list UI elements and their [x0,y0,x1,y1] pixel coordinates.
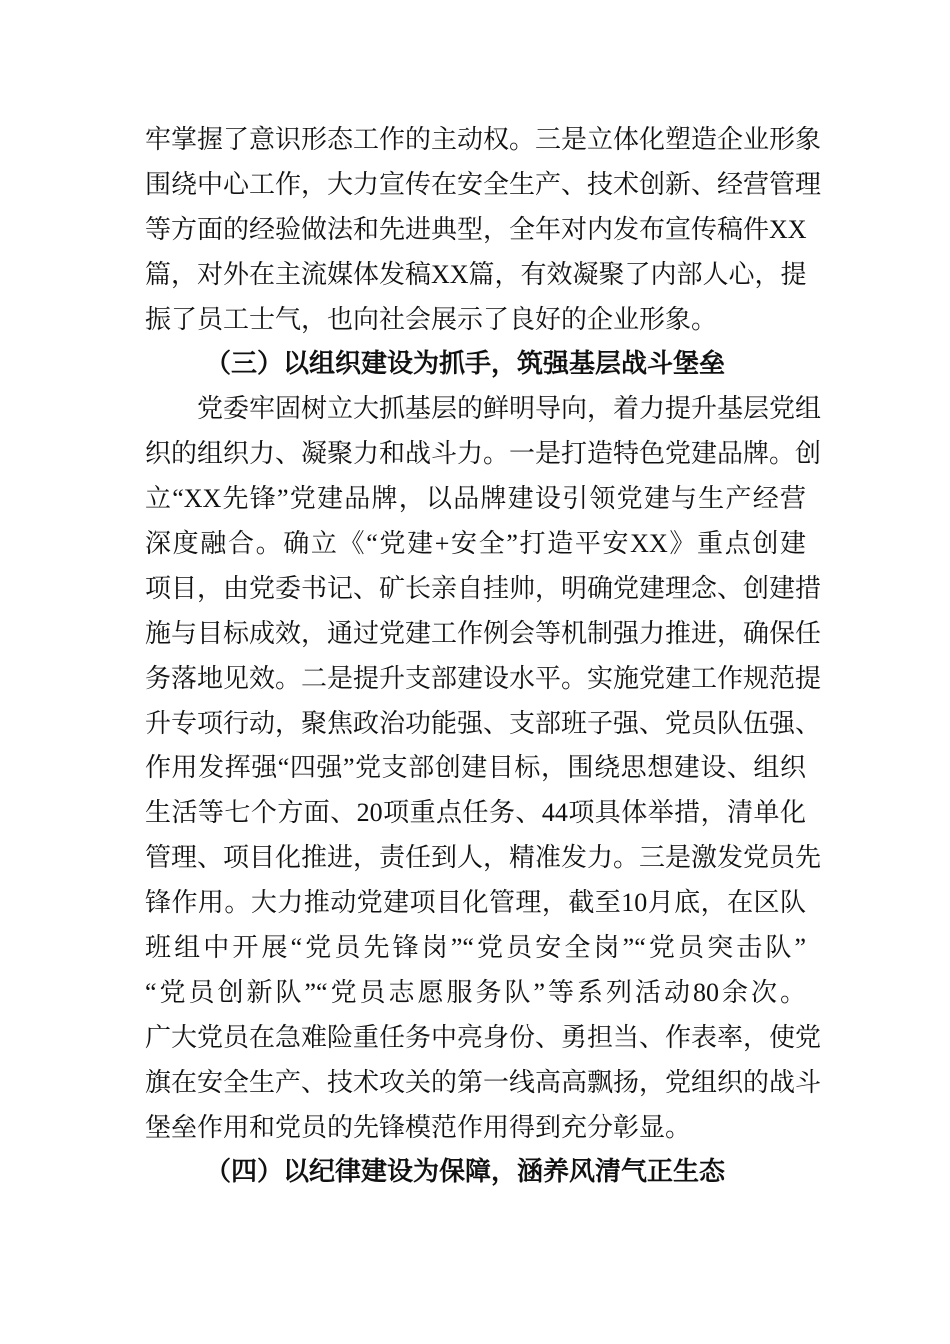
paragraph-line: “党员创新队”“党员志愿服务队”等系列活动80余次。 [145,977,806,1007]
paragraph-line: 深度融合。确立《“党建+安全”打造平安XX》重点创建 [145,529,806,559]
paragraph-line: 牢掌握了意识形态工作的主动权。三是立体化塑造企业形象 [145,125,822,154]
paragraph-line: 班组中开展“党员先锋岗”“党员安全岗”“党员突击队” [145,933,806,963]
paragraph-line: 生活等七个方面、20项重点任务、44项具体举措，清单化 [145,798,806,828]
paragraph-line: 围绕中心工作，大力宣传在安全生产、技术创新、经营管理 [145,169,822,199]
paragraph-line: 堡垒作用和党员的先锋模范作用得到充分彰显。 [145,1112,692,1142]
paragraph-line: 等方面的经验做法和先进典型，全年对内发布宣传稿件XX [145,214,807,244]
paragraph-line: 施与目标成效，通过党建工作例会等机制强力推进，确保任 [145,618,822,648]
paragraph-line: 管理、项目化推进，责任到人，精准发力。三是激发党员先 [145,843,822,873]
section-heading: （三）以组织建设为抓手，筑强基层战斗堡垒 [205,349,726,379]
paragraph-line: 广大党员在急难险重任务中亮身份、勇担当、作表率，使党 [145,1022,822,1052]
document-page [145,118,822,1195]
section-heading: （四）以纪律建设为保障，涵养风清气正生态 [205,1157,726,1187]
paragraph-line: 作用发挥强“四强”党支部创建目标，围绕思想建设、组织 [145,753,806,783]
paragraph-line: 锋作用。大力推动党建项目化管理，截至10月底，在区队 [145,888,806,918]
paragraph-line: 织的组织力、凝聚力和战斗力。一是打造特色党建品牌。创 [145,439,822,469]
paragraph-line: 旗在安全生产、技术攻关的第一线高高飘扬，党组织的战斗 [145,1067,822,1097]
paragraph-line: 振了员工士气，也向社会展示了良好的企业形象。 [145,304,718,334]
paragraph-line: 升专项行动，聚焦政治功能强、支部班子强、党员队伍强、 [145,708,822,738]
paragraph-line: 立“XX先锋”党建品牌，以品牌建设引领党建与生产经营 [145,484,806,514]
paragraph-line: 篇，对外在主流媒体发稿XX篇，有效凝聚了内部人心，提 [145,259,807,289]
paragraph-line: 党委牢固树立大抓基层的鲜明导向，着力提升基层党组 [197,394,822,424]
paragraph-line: 务落地见效。二是提升支部建设水平。实施党建工作规范提 [145,663,822,693]
paragraph-line: 项目，由党委书记、矿长亲自挂帅，明确党建理念、创建措 [145,573,822,603]
